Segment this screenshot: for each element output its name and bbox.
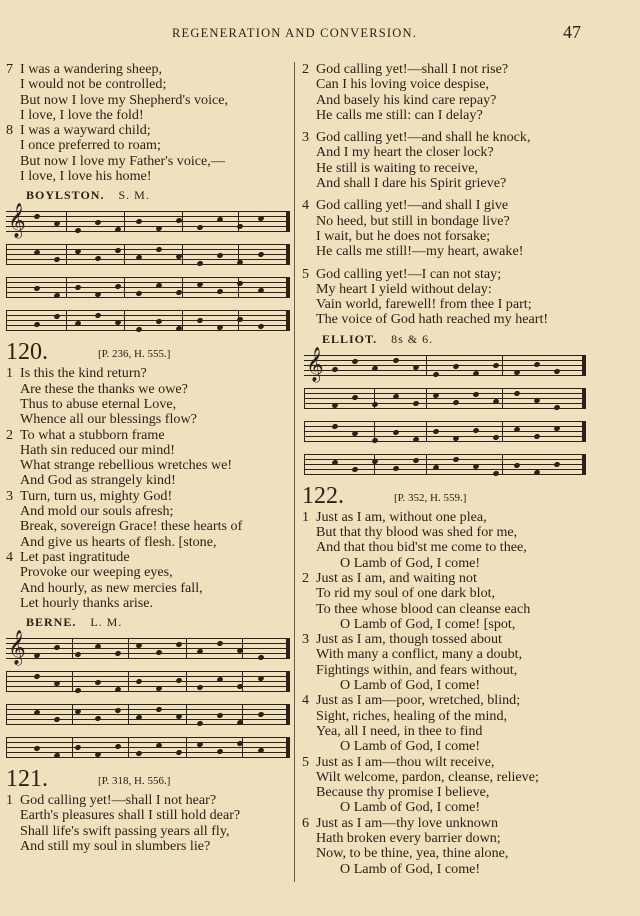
note-head xyxy=(216,640,223,647)
note-head xyxy=(33,249,40,256)
music-staff: 𝄞 xyxy=(304,352,586,380)
note-head xyxy=(392,357,399,364)
note-head xyxy=(412,436,419,443)
note-head xyxy=(553,368,560,375)
hymn-reference: [P. 352, H. 559.] xyxy=(394,491,467,504)
note-head xyxy=(33,709,40,716)
right-column xyxy=(302,62,634,877)
note-head xyxy=(553,425,560,432)
note-head xyxy=(216,252,223,259)
note-head xyxy=(196,741,203,748)
note-head xyxy=(135,678,142,685)
note-head xyxy=(533,397,540,404)
note-head xyxy=(216,712,223,719)
note-head xyxy=(392,393,399,400)
note-head xyxy=(493,434,500,441)
note-head xyxy=(472,391,479,398)
note-head xyxy=(94,751,101,758)
note-head xyxy=(372,458,379,465)
note-head xyxy=(372,401,379,408)
note-head xyxy=(74,744,81,751)
music-staff xyxy=(6,734,290,762)
music-staff xyxy=(304,385,586,413)
note-head xyxy=(432,392,439,399)
verse-line: I love, I love his home! xyxy=(20,168,152,185)
hymn-text: 1 Is this the kind return? Are these the thanks we owe? Thus to abuse eternal Love, Whence all our blessings flow? 2 To what a stubborn frame Hath sin reduced our mind! What strange rebellious wretches we! And God as strangely kind! 3 Turn, turn us, mighty God! And mold our souls afresh; Break, sovereign Grace! these hearts of And give us hearts of flesh. [stone, 4 Let past ingratitude Provoke our weeping eyes, And hourly, as new mercies fall, Let hourly thanks arise. xyxy=(6,365,243,611)
note-head xyxy=(155,706,162,713)
note-head xyxy=(392,465,399,472)
hymn121-continuation: 2 God calling yet!—shall I not rise? Can I his loving voice despise, And basely his kind care repay? He calls me still: can I delay? 3 God calling yet!—and shall he knock, And I my heart the closer lock? He still is waiting to receive, And shall I dare his Spirit grieve? 4 God calling yet!—and shall I give No heed, but still in bondage live? I wait, but he does not forsake; He calls me still!—my heart, awake! 5 God calling yet!—I can not stay; My heart I yield without delay: Vain world, farewell! from thee I part; The voice of God hath reached my heart! xyxy=(302,61,549,328)
note-head xyxy=(412,364,419,371)
note-head xyxy=(115,283,122,290)
note-head xyxy=(94,643,101,650)
hymn-text: 1 Just as I am, without one plea, But that thy blood was shed for me, And that thou bid'st me come to thee, O Lamb of God, I come! 2 Just as I am, and waiting not To rid my soul of one dark blot, To thee whose blood can cleanse each O Lamb of God, I come! [spot, 3 Just as I am, though tossed about With many a conflict, many a doubt, Fightings within, and fears without, O Lamb of God, I come! 4 Just as I am—poor, wretched, blind; Sight, riches, healing of the mind, Yea, all I need, in thee to find O Lamb of God, I come! 5 Just as I am—thou wilt receive, Wilt welcome, pardon, cleanse, relieve; Because thy promise I believe, O Lamb of God, I come! 6 Just as I am—thy love unknown Hath broken every barrier down; Now, to be thine, yea, thine alone, O Lamb of God, I come! xyxy=(302,508,539,877)
note-head xyxy=(155,742,162,749)
header-title: REGENERATION AND CONVERSION. xyxy=(172,26,418,40)
note-head xyxy=(74,651,81,658)
left-column xyxy=(6,62,290,854)
note-head xyxy=(54,752,61,759)
hymn-number: 120. xyxy=(6,339,48,366)
note-head xyxy=(372,437,379,444)
note-head xyxy=(412,457,419,464)
note-head xyxy=(257,215,264,222)
note-head xyxy=(155,318,162,325)
note-head xyxy=(135,290,142,297)
note-head xyxy=(493,470,500,477)
note-head xyxy=(94,715,101,722)
note-head xyxy=(196,281,203,288)
note-head xyxy=(54,313,61,320)
note-head xyxy=(54,680,61,687)
column-divider xyxy=(294,62,295,882)
note-head xyxy=(115,247,122,254)
music-staff: 𝄞 xyxy=(6,208,290,236)
note-head xyxy=(412,400,419,407)
verse-line: 8 I was a wayward child; xyxy=(6,122,151,139)
note-head xyxy=(216,216,223,223)
note-head xyxy=(74,320,81,327)
hymn-number: 122. xyxy=(302,482,344,509)
note-head xyxy=(452,363,459,370)
note-head xyxy=(257,323,264,330)
note-head xyxy=(74,227,81,234)
note-head xyxy=(135,218,142,225)
note-head xyxy=(331,459,338,466)
note-head xyxy=(452,456,459,463)
note-head xyxy=(115,743,122,750)
music-staff xyxy=(6,307,290,335)
note-head xyxy=(196,720,203,727)
note-head xyxy=(331,366,338,373)
note-head xyxy=(513,462,520,469)
note-head xyxy=(94,291,101,298)
note-head xyxy=(115,686,122,693)
note-head xyxy=(115,319,122,326)
note-head xyxy=(155,225,162,232)
hymn-heading xyxy=(6,767,290,793)
note-head xyxy=(94,255,101,262)
note-head xyxy=(155,282,162,289)
note-head xyxy=(94,312,101,319)
note-head xyxy=(533,361,540,368)
note-head xyxy=(257,711,264,718)
note-head xyxy=(372,365,379,372)
verse-line: 7 I was a wandering sheep, xyxy=(6,61,163,77)
note-head xyxy=(351,394,358,401)
note-head xyxy=(553,404,560,411)
note-head xyxy=(135,326,142,333)
music-staff xyxy=(6,241,290,269)
note-head xyxy=(54,292,61,299)
note-head xyxy=(257,251,264,258)
note-head xyxy=(513,369,520,376)
hymn-number: 121. xyxy=(6,766,48,793)
note-head xyxy=(351,466,358,473)
hymn-heading xyxy=(6,340,290,366)
note-head xyxy=(176,713,183,720)
note-head xyxy=(432,428,439,435)
note-head xyxy=(196,648,203,655)
note-head xyxy=(432,464,439,471)
tune-title: BERNE. L. M. xyxy=(26,615,123,630)
note-head xyxy=(33,213,40,220)
note-head xyxy=(115,707,122,714)
note-head xyxy=(74,708,81,715)
verse-line: But now I love my Father's voice,— xyxy=(20,152,225,169)
hymn-heading xyxy=(302,484,634,510)
note-head xyxy=(135,642,142,649)
note-head xyxy=(196,317,203,324)
verse-line: I love, I love the fold! xyxy=(20,106,144,123)
note-head xyxy=(74,687,81,694)
note-head xyxy=(351,358,358,365)
music-staff xyxy=(304,451,586,479)
page-number: 47 xyxy=(563,22,581,42)
note-head xyxy=(493,398,500,405)
note-head xyxy=(176,677,183,684)
note-head xyxy=(155,246,162,253)
tune-title: BOYLSTON. S. M. xyxy=(26,188,150,203)
note-head xyxy=(135,714,142,721)
music-staff xyxy=(6,668,290,696)
note-head xyxy=(54,644,61,651)
note-head xyxy=(33,652,40,659)
note-head xyxy=(196,260,203,267)
note-head xyxy=(74,248,81,255)
note-head xyxy=(216,288,223,295)
note-head xyxy=(115,650,122,657)
note-head xyxy=(33,321,40,328)
note-head xyxy=(135,254,142,261)
note-head xyxy=(472,463,479,470)
note-head xyxy=(33,745,40,752)
note-head xyxy=(216,748,223,755)
note-head xyxy=(115,226,122,233)
note-head xyxy=(533,433,540,440)
note-head xyxy=(33,285,40,292)
note-head xyxy=(196,684,203,691)
note-head xyxy=(257,675,264,682)
note-head xyxy=(432,371,439,378)
note-head xyxy=(351,430,358,437)
note-head xyxy=(392,429,399,436)
note-head xyxy=(472,427,479,434)
note-head xyxy=(452,435,459,442)
verse-line: I once preferred to roam; xyxy=(20,137,161,154)
verse-line: But now I love my Shepherd's voice, xyxy=(20,91,229,108)
note-head xyxy=(176,641,183,648)
note-head xyxy=(54,256,61,263)
note-head xyxy=(33,673,40,680)
running-header xyxy=(0,24,640,44)
note-head xyxy=(176,749,183,756)
hymn-reference: [P. 236, H. 555.] xyxy=(98,348,171,361)
note-head xyxy=(513,390,520,397)
note-head xyxy=(94,679,101,686)
music-staff xyxy=(304,418,586,446)
note-head xyxy=(493,362,500,369)
note-head xyxy=(553,461,560,468)
note-head xyxy=(216,324,223,331)
tune-title: ELLIOT. 8s & 6. xyxy=(322,331,434,346)
music-staff xyxy=(6,274,290,302)
verse-line: I would not be controlled; xyxy=(20,76,167,93)
note-head xyxy=(135,750,142,757)
hymn-text: 1 God calling yet!—shall I not hear? Earth's pleasures shall I still hold dear? Shall life's swift passing years all fly, And still my soul in slumbers lie? xyxy=(6,792,241,855)
note-head xyxy=(472,370,479,377)
music-staff: 𝄞 xyxy=(6,635,290,663)
note-head xyxy=(257,654,264,661)
note-head xyxy=(54,716,61,723)
note-head xyxy=(331,423,338,430)
note-head xyxy=(155,685,162,692)
note-head xyxy=(452,399,459,406)
note-head xyxy=(74,284,81,291)
hymn119-continuation xyxy=(6,62,290,184)
note-head xyxy=(54,220,61,227)
note-head xyxy=(94,219,101,226)
note-head xyxy=(257,747,264,754)
note-head xyxy=(155,649,162,656)
music-staff xyxy=(6,701,290,729)
note-head xyxy=(216,676,223,683)
note-head xyxy=(196,224,203,231)
note-head xyxy=(331,402,338,409)
hymn-reference: [P. 318, H. 556.] xyxy=(98,775,171,788)
note-head xyxy=(257,287,264,294)
note-head xyxy=(533,469,540,476)
note-head xyxy=(513,426,520,433)
